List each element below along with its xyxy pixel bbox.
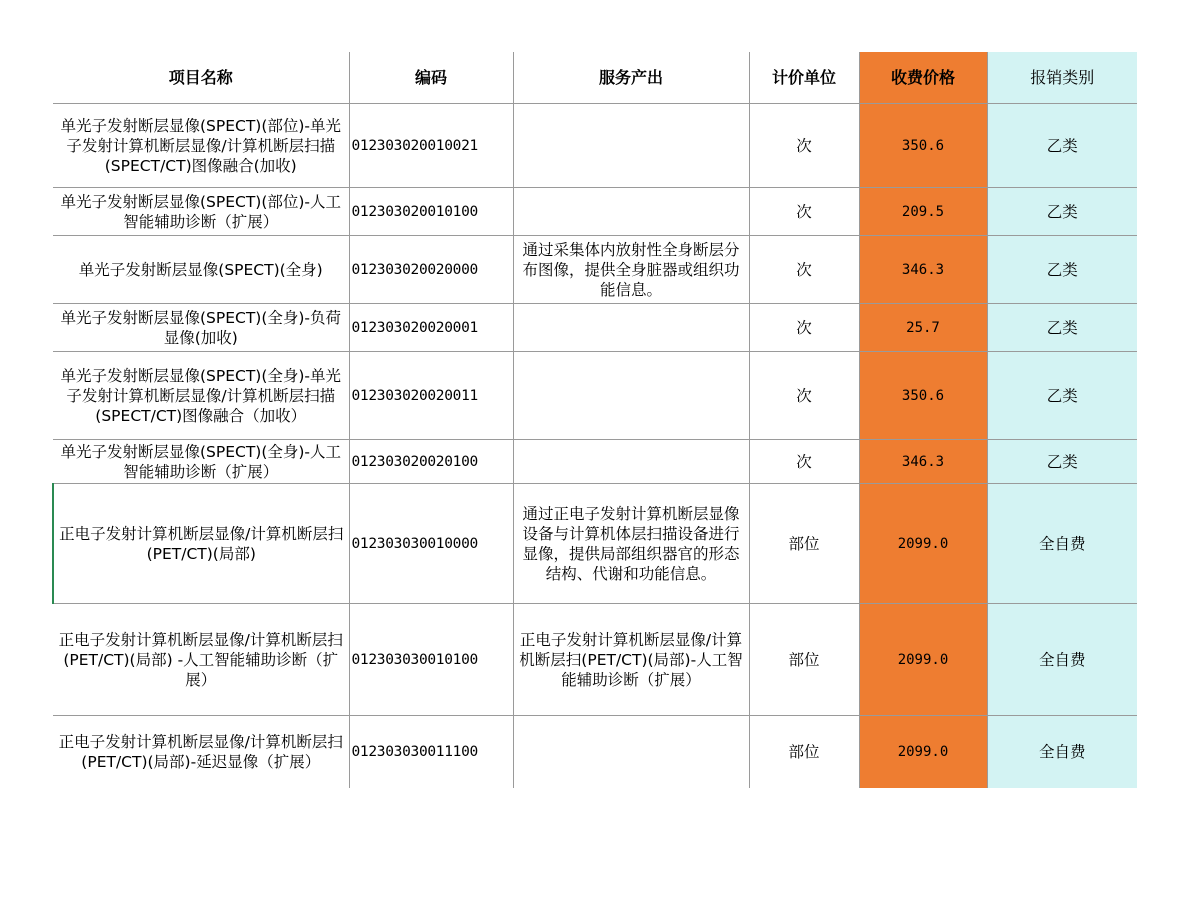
row-name: 正电子发射计算机断层显像/计算机断层扫(PET/CT)(局部) — [53, 484, 349, 604]
row-price: 350.6 — [859, 104, 987, 188]
row-name: 单光子发射断层显像(SPECT)(全身)-人工智能辅助诊断（扩展） — [53, 440, 349, 484]
row-code: 012303020010021 — [349, 104, 513, 188]
row-service: 正电子发射计算机断层显像/计算机断层扫(PET/CT)(局部)-人工智能辅助诊断（扩展） — [513, 604, 749, 716]
row-unit: 次 — [749, 304, 859, 352]
row-category: 乙类 — [987, 236, 1137, 304]
row-category: 全自费 — [987, 716, 1137, 788]
table-row — [53, 716, 1137, 788]
row-price: 346.3 — [859, 440, 987, 484]
row-price: 2099.0 — [859, 716, 987, 788]
fee-table — [52, 52, 1137, 788]
table-row — [53, 304, 1137, 352]
row-name: 单光子发射断层显像(SPECT)(全身)-单光子发射计算机断层显像/计算机断层扫描(SPECT/CT)图像融合（加收） — [53, 352, 349, 440]
row-name: 单光子发射断层显像(SPECT)(部位)-单光子发射计算机断层显像/计算机断层扫描(SPECT/CT)图像融合(加收) — [53, 104, 349, 188]
row-code: 012303020020011 — [349, 352, 513, 440]
row-service — [513, 304, 749, 352]
row-service — [513, 352, 749, 440]
row-category: 乙类 — [987, 188, 1137, 236]
header-price: 收费价格 — [859, 52, 987, 104]
row-name: 正电子发射计算机断层显像/计算机断层扫(PET/CT)(局部) -人工智能辅助诊断（扩展） — [53, 604, 349, 716]
row-category: 全自费 — [987, 484, 1137, 604]
table-row — [53, 484, 1137, 604]
row-price: 2099.0 — [859, 484, 987, 604]
row-name: 单光子发射断层显像(SPECT)(全身) — [53, 236, 349, 304]
row-price: 2099.0 — [859, 604, 987, 716]
row-service: 通过正电子发射计算机断层显像设备与计算机体层扫描设备进行显像，提供局部组织器官的形态结构、代谢和功能信息。 — [513, 484, 749, 604]
header-name: 项目名称 — [53, 52, 349, 104]
row-unit: 次 — [749, 188, 859, 236]
header-row — [53, 52, 1137, 104]
row-service — [513, 104, 749, 188]
header-code: 编码 — [349, 52, 513, 104]
row-service: 通过采集体内放射性全身断层分布图像，提供全身脏器或组织功能信息。 — [513, 236, 749, 304]
row-code: 012303030010100 — [349, 604, 513, 716]
row-unit: 次 — [749, 352, 859, 440]
table-row — [53, 236, 1137, 304]
row-unit: 部位 — [749, 604, 859, 716]
row-unit: 次 — [749, 440, 859, 484]
row-service — [513, 188, 749, 236]
table-row — [53, 352, 1137, 440]
row-category: 全自费 — [987, 604, 1137, 716]
row-price: 346.3 — [859, 236, 987, 304]
table-row — [53, 104, 1137, 188]
row-unit: 部位 — [749, 484, 859, 604]
row-category: 乙类 — [987, 304, 1137, 352]
row-service — [513, 716, 749, 788]
row-name: 正电子发射计算机断层显像/计算机断层扫(PET/CT)(局部)-延迟显像（扩展） — [53, 716, 349, 788]
row-code: 012303020020001 — [349, 304, 513, 352]
row-category: 乙类 — [987, 104, 1137, 188]
table-row — [53, 604, 1137, 716]
table-row — [53, 188, 1137, 236]
header-unit: 计价单位 — [749, 52, 859, 104]
row-name: 单光子发射断层显像(SPECT)(部位)-人工智能辅助诊断（扩展） — [53, 188, 349, 236]
row-service — [513, 440, 749, 484]
row-code: 012303020020100 — [349, 440, 513, 484]
row-code: 012303020020000 — [349, 236, 513, 304]
header-category: 报销类别 — [987, 52, 1137, 104]
header-service: 服务产出 — [513, 52, 749, 104]
row-price: 209.5 — [859, 188, 987, 236]
row-price: 350.6 — [859, 352, 987, 440]
row-unit: 次 — [749, 104, 859, 188]
row-unit: 部位 — [749, 716, 859, 788]
row-code: 012303030011100 — [349, 716, 513, 788]
table-row — [53, 440, 1137, 484]
row-unit: 次 — [749, 236, 859, 304]
row-category: 乙类 — [987, 352, 1137, 440]
row-price: 25.7 — [859, 304, 987, 352]
row-category: 乙类 — [987, 440, 1137, 484]
row-code: 012303020010100 — [349, 188, 513, 236]
row-name: 单光子发射断层显像(SPECT)(全身)-负荷显像(加收) — [53, 304, 349, 352]
row-code: 012303030010000 — [349, 484, 513, 604]
